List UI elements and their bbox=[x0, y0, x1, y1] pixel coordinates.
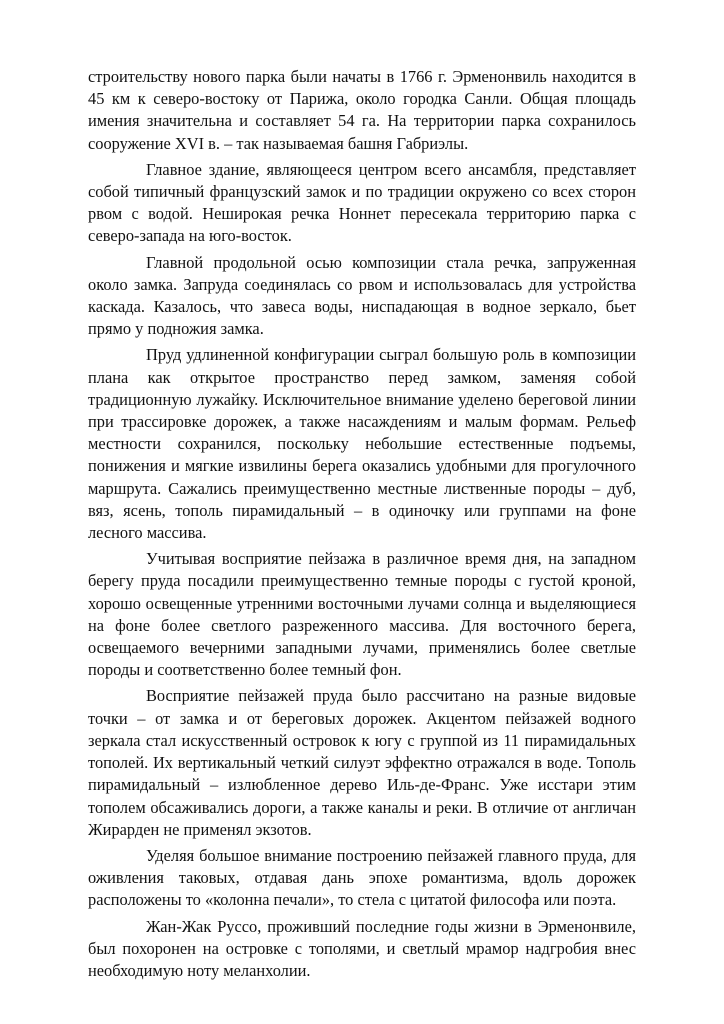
paragraph-4: Пруд удлиненной конфигурации сыграл большую роль в композиции плана как открытое пространство перед замком, заменяя собой традиционную лужайку. Исключительное внимание уделено береговой линии при трассировке дорожек, а также насаждениям и малым формам. Рельеф местности сохранился, поскольку небольшие естественные подъемы, понижения и мягкие извилины берега оказались удобными для прогулочного маршрута. Сажались преимущественно местные лиственные породы – дуб, вяз, ясень, тополь пирамидальный – в одиночку или группами на фоне лесного массива. bbox=[88, 345, 636, 543]
paragraph-3: Главной продольной осью композиции стала речка, запруженная около замка. Запруда соединялась со рвом и использовалась для устройства каскада. Казалось, что завеса воды, ниспадающая в водное зеркало, бьет прямо у подножия замка. bbox=[88, 252, 636, 339]
paragraph-7: Уделяя большое внимание построению пейзажей главного пруда, для оживления таковых, отдавая дань эпохе романтизма, вдоль дорожек расположены то «колонна печали», то стела с цитатой философа или поэта. bbox=[88, 845, 636, 910]
body-text bbox=[88, 66, 636, 986]
paragraph-5: Учитывая восприятие пейзажа в различное время дня, на западном берегу пруда посадили преимущественно темные породы с густой кроной, хорошо освещенные утренними восточными лучами солнца и выделяющиеся на фоне более светлого разреженного массива. Для восточного берега, освещаемого вечерними западными лучами, применялись более светлые породы и соответственно более темный фон. bbox=[88, 549, 636, 680]
paragraph-6: Восприятие пейзажей пруда было рассчитано на разные видовые точки – от замка и от береговых дорожек. Акцентом пейзажей водного зеркала стал искусственный островок к югу с группой из 11 пирамидальных тополей. Их вертикальный четкий силуэт эффектно отражался в воде. Тополь пирамидальный – излюбленное дерево Иль-де-Франс. Уже исстари этим тополем обсаживались дороги, а также каналы и реки. В отличие от англичан Жирарден не применял экзотов. bbox=[88, 686, 636, 839]
paragraph-2: Главное здание, являющееся центром всего ансамбля, представляет собой типичный французский замок и по традиции окружено со всех сторон рвом с водой. Неширокая речка Ноннет пересекала территорию парка с северо-запада на юго-восток. bbox=[88, 159, 636, 246]
paragraph-8: Жан-Жак Руссо, проживший последние годы жизни в Эрменонвиле, был похоронен на островке с тополями, и светлый мрамор надгробия внес необходимую ноту меланхолии. bbox=[88, 916, 636, 980]
paragraph-1: строительству нового парка были начаты в 1766 г. Эрменонвиль находится в 45 км к северо-востоку от Парижа, около городка Санли. Общая площадь имения значительна и составляет 54 га. На территории парка сохранилось сооружение XVI в. – так называемая башня Габриэлы. bbox=[88, 67, 636, 153]
